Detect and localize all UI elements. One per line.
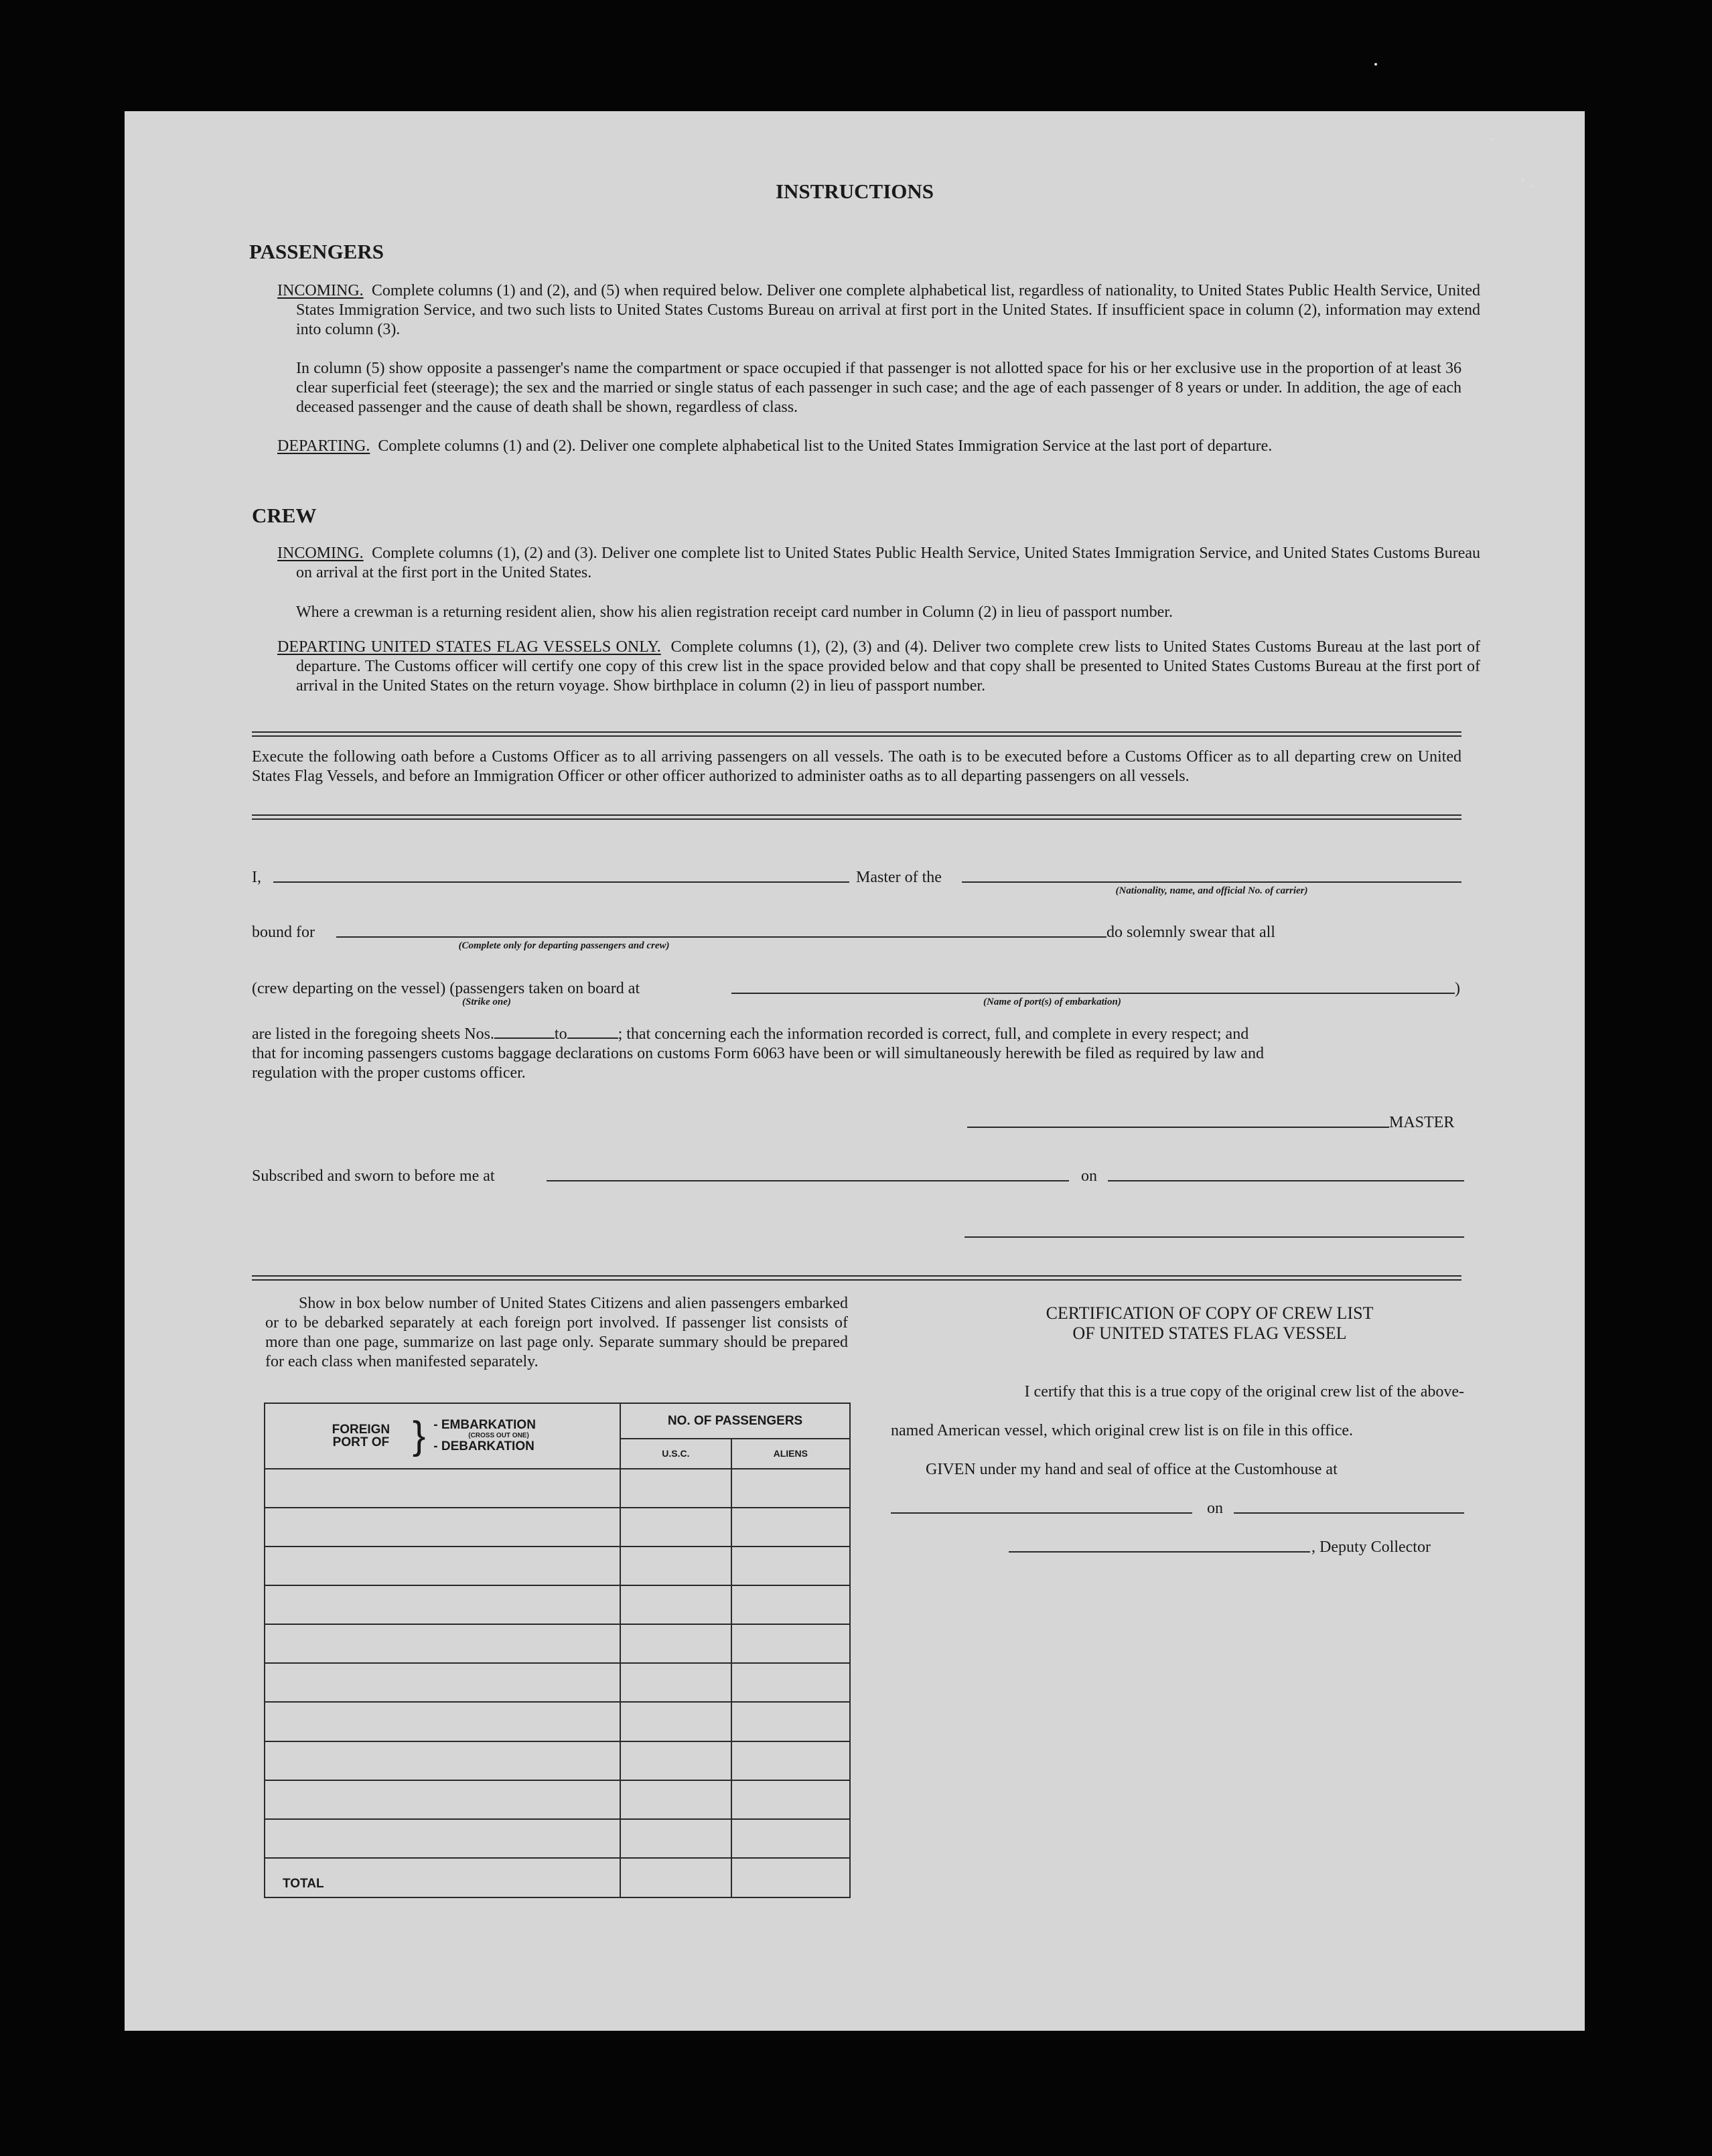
certification-date-line[interactable] xyxy=(1234,1512,1464,1514)
oath-instruction-paragraph: Execute the following oath before a Customs Officer as to all arriving passengers on all vessels. The oath is to be executed before a Customs Officer as to all departing crew on United States Flag Vessels, and before an Immigration Officer or other officer authorized to administer oaths as to all departing passengers on all vessels. xyxy=(252,748,1461,785)
carrier-caption: (Nationality, name, and official No. of carrier) xyxy=(1115,885,1308,896)
deputy-signature-line[interactable] xyxy=(1009,1551,1310,1553)
crew-incoming-text: Complete columns (1), (2) and (3). Deliver one complete list to United States Public Health Service, United States Immigration Service, and United States Customs Bureau on arrival at the first port in the United States. xyxy=(296,545,1481,581)
usc-total-cell[interactable] xyxy=(620,1858,731,1897)
usc-cell[interactable] xyxy=(620,1819,731,1858)
subscribed-label: Subscribed and sworn to before me at xyxy=(252,1167,495,1185)
passengers-departing-text: Complete columns (1) and (2). Deliver one complete alphabetical list to the United States Immigration Service at the last port of departure. xyxy=(378,437,1273,455)
usc-cell[interactable] xyxy=(620,1547,731,1585)
crew-departing-label: DEPARTING UNITED STATES FLAG VESSELS ONLY. xyxy=(277,638,661,656)
total-label: TOTAL xyxy=(265,1858,620,1897)
dust-speck xyxy=(1531,185,1534,188)
swear-label: do solemnly swear that all xyxy=(1107,924,1275,941)
subscribed-date-line[interactable] xyxy=(1108,1180,1464,1181)
officer-signature-line[interactable] xyxy=(965,1236,1464,1238)
port-cell[interactable] xyxy=(265,1780,620,1819)
passengers-departing-label: DEPARTING. xyxy=(277,437,370,455)
given-text: GIVEN under my hand and seal of office at the Customhouse at xyxy=(926,1461,1338,1478)
certification-on-label: on xyxy=(1207,1500,1223,1517)
total-row xyxy=(265,1858,850,1897)
subscribed-place-line[interactable] xyxy=(547,1180,1069,1181)
strike-caption: (Strike one) xyxy=(462,997,511,1007)
carrier-line[interactable] xyxy=(962,881,1461,883)
to-label: to xyxy=(554,1025,567,1043)
sheet-to-line[interactable] xyxy=(567,1037,618,1039)
bound-for-line[interactable] xyxy=(336,936,1107,938)
passengers-heading: PASSENGERS xyxy=(249,240,384,263)
customhouse-line[interactable] xyxy=(891,1512,1192,1514)
deputy-collector-label: , Deputy Collector xyxy=(1311,1538,1431,1556)
close-paren: ) xyxy=(1455,980,1460,997)
aliens-cell[interactable] xyxy=(731,1585,850,1624)
port-cell[interactable] xyxy=(265,1702,620,1741)
aliens-cell[interactable] xyxy=(731,1469,850,1508)
aliens-header: ALIENS xyxy=(731,1439,850,1469)
table-row xyxy=(265,1819,850,1858)
listed-line2: that for incoming passengers customs baggage declarations on customs Form 6063 have been or will simultaneously herewith be filed as required by law and xyxy=(252,1045,1264,1062)
passengers-departing-paragraph xyxy=(277,437,1480,456)
master-label: MASTER xyxy=(1389,1114,1455,1131)
usc-header: U.S.C. xyxy=(620,1439,731,1469)
port-cell[interactable] xyxy=(265,1741,620,1780)
port-cell[interactable] xyxy=(265,1663,620,1702)
port-cell[interactable] xyxy=(265,1547,620,1585)
brace-icon: } xyxy=(412,1413,426,1457)
usc-cell[interactable] xyxy=(620,1663,731,1702)
listed-line1-rest: ; that concerning each the information recorded is correct, full, and complete in every respect; and xyxy=(618,1025,1249,1043)
passengers-incoming-label: INCOMING. xyxy=(277,282,364,299)
listed-prefix: are listed in the foregoing sheets Nos. xyxy=(252,1025,494,1043)
usc-cell[interactable] xyxy=(620,1624,731,1663)
crew-incoming-label: INCOMING. xyxy=(277,545,364,562)
crew-departing-paragraph xyxy=(277,638,1480,696)
master-name-line[interactable] xyxy=(273,881,849,883)
crew-incoming-paragraph xyxy=(277,544,1480,583)
subscribed-on-label: on xyxy=(1081,1167,1097,1185)
bound-caption: (Complete only for departing passengers and crew) xyxy=(458,940,670,951)
usc-cell[interactable] xyxy=(620,1780,731,1819)
port-cell[interactable] xyxy=(265,1819,620,1858)
certify-line2: named American vessel, which original crew list is on file in this office. xyxy=(891,1422,1354,1439)
usc-cell[interactable] xyxy=(620,1469,731,1508)
aliens-cell[interactable] xyxy=(731,1663,850,1702)
aliens-cell[interactable] xyxy=(731,1508,850,1547)
table-row xyxy=(265,1741,850,1780)
cross-out-label: (CROSS OUT ONE) xyxy=(468,1431,529,1439)
section-divider xyxy=(252,1275,1461,1281)
crew-departing-text: Complete columns (1), (2), (3) and (4). Deliver two complete crew lists to United States Customs Bureau at the last port of departure. The Customs officer will certify one copy of this crew list in the space provided below and that copy shall be presented to United States Customs Bureau at the first port of arrival in the United States on the return voyage. Show birthplace in column (2) in lieu of passport number. xyxy=(296,638,1480,695)
passengers-column5-paragraph: In column (5) show opposite a passenger's name the compartment or space occupied if that passenger is not allotted space for his or her exclusive use in the proportion of at least 36 clear superficial feet (steerage); the sex and the married or single status of each passenger in such case; and the age of each passenger of 8 years or under. In addition, the age of each deceased passenger and the cause of death shall be shown, regardless of class. xyxy=(296,360,1461,416)
aliens-cell[interactable] xyxy=(731,1547,850,1585)
page-title: INSTRUCTIONS xyxy=(775,179,934,203)
sheet-from-line[interactable] xyxy=(494,1037,555,1039)
aliens-cell[interactable] xyxy=(731,1819,850,1858)
table-row xyxy=(265,1663,850,1702)
table-row xyxy=(265,1624,850,1663)
table-row xyxy=(265,1585,850,1624)
listed-line3: regulation with the proper customs officer. xyxy=(252,1064,526,1082)
table-row xyxy=(265,1547,850,1585)
crew-resident-paragraph: Where a crewman is a returning resident alien, show his alien registration receipt card number in Column (2) in lieu of passport number. xyxy=(296,603,1173,621)
port-header-cell xyxy=(265,1403,620,1469)
dust-speck xyxy=(1491,138,1494,141)
master-of-label: Master of the xyxy=(856,869,942,886)
embarkation-ports-line[interactable] xyxy=(731,993,1455,994)
debarkation-label[interactable]: - DEBARKATION xyxy=(433,1439,534,1453)
embarkation-label[interactable]: - EMBARKATION xyxy=(433,1417,536,1432)
aliens-cell[interactable] xyxy=(731,1741,850,1780)
bound-for-label: bound for xyxy=(252,924,315,941)
foreign-port-header: FOREIGN PORT OF xyxy=(332,1422,390,1449)
section-divider xyxy=(252,731,1461,737)
master-signature-line[interactable] xyxy=(967,1127,1389,1128)
table-row xyxy=(265,1469,850,1508)
no-of-passengers-header: NO. OF PASSENGERS xyxy=(620,1403,850,1439)
port-cell[interactable] xyxy=(265,1469,620,1508)
usc-cell[interactable] xyxy=(620,1585,731,1624)
section-divider xyxy=(252,814,1461,820)
aliens-cell[interactable] xyxy=(731,1780,850,1819)
port-cell[interactable] xyxy=(265,1624,620,1663)
aliens-cell[interactable] xyxy=(731,1702,850,1741)
certification-heading-line2: OF UNITED STATES FLAG VESSEL xyxy=(1072,1323,1347,1343)
table-row xyxy=(265,1780,850,1819)
aliens-cell[interactable] xyxy=(731,1624,850,1663)
table-row xyxy=(265,1508,850,1547)
listed-paragraph xyxy=(252,1025,1461,1083)
summary-instructions: Show in box below number of United States Citizens and alien passengers embarked or to be debarked separately at each foreign port involved. If passenger list consists of more than one page, summarize on last page only. Separate summary should be prepared for each class when manifested separately. xyxy=(265,1295,848,1370)
certify-line1: I certify that this is a true copy of the original crew list of the above- xyxy=(1024,1383,1464,1400)
certification-heading-line1: CERTIFICATION OF COPY OF CREW LIST xyxy=(1046,1303,1374,1323)
certification-heading xyxy=(955,1303,1464,1344)
aliens-total-cell[interactable] xyxy=(731,1858,850,1897)
passenger-summary-table xyxy=(264,1403,851,1898)
port-cell[interactable] xyxy=(265,1585,620,1624)
passengers-incoming-paragraph xyxy=(277,281,1480,340)
usc-cell[interactable] xyxy=(620,1741,731,1780)
dust-speck xyxy=(1374,63,1377,66)
dust-speck xyxy=(1522,178,1524,181)
crew-vessel-label: (crew departing on the vessel) (passengers taken on board at xyxy=(252,980,640,997)
usc-cell[interactable] xyxy=(620,1508,731,1547)
port-cell[interactable] xyxy=(265,1508,620,1547)
usc-cell[interactable] xyxy=(620,1702,731,1741)
oath-i-label: I, xyxy=(252,869,261,886)
ports-caption: (Name of port(s) of embarkation) xyxy=(983,997,1121,1007)
form-page xyxy=(125,111,1585,2031)
passengers-incoming-text: Complete columns (1) and (2), and (5) when required below. Deliver one complete alphabetical list, regardless of nationality, to United States Public Health Service, United States Immigration Service, and two such lists to United States Customs Bureau on arrival at first port in the United States. If insufficient space in column (2), information may extend into column (3). xyxy=(296,282,1481,338)
crew-heading: CREW xyxy=(252,504,317,527)
table-row xyxy=(265,1702,850,1741)
